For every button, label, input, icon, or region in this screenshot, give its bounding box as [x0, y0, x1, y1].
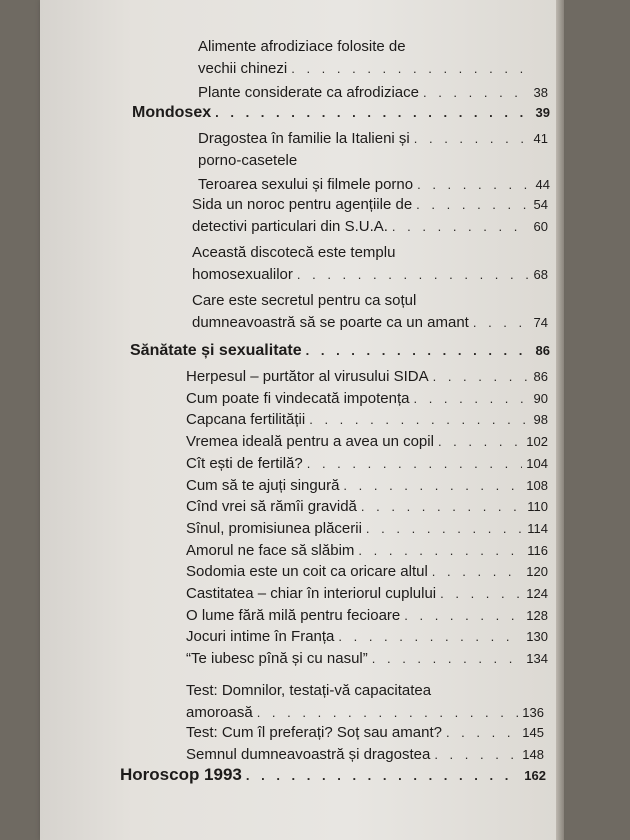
dot-leader	[432, 563, 523, 581]
page-number: 60	[533, 219, 548, 234]
toc-entry	[186, 585, 548, 603]
toc-entry	[186, 704, 544, 722]
entry-title: Vremea ideală pentru a avea un copil	[186, 433, 434, 450]
toc-entry	[192, 196, 548, 214]
toc-section	[120, 766, 546, 785]
page-number: 98	[533, 412, 548, 427]
page-number: 44	[535, 177, 550, 192]
page-number: 86	[535, 343, 550, 358]
toc-entry	[198, 152, 498, 170]
entry-title: vechii chinezi	[198, 60, 288, 77]
dot-leader	[446, 724, 518, 742]
dot-leader	[433, 368, 530, 386]
dot-leader	[438, 433, 522, 451]
toc-entry	[192, 266, 548, 284]
toc-entry	[186, 455, 548, 473]
dot-leader	[291, 60, 534, 78]
toc-entry	[186, 368, 548, 386]
toc-entry	[198, 38, 528, 56]
dot-leader	[343, 477, 522, 495]
page-number: 120	[526, 564, 548, 579]
entry-title: amoroasă	[186, 704, 253, 721]
entry-title: Sînul, promisiunea plăcerii	[186, 520, 362, 537]
entry-title: detectivi particulari din S.U.A.	[192, 218, 388, 235]
page-number: 74	[533, 315, 548, 330]
page-number: 68	[533, 267, 548, 282]
entry-title: Alimente afrodiziace folosite de	[198, 38, 406, 55]
dot-leader	[257, 704, 519, 722]
toc-entry	[186, 724, 544, 742]
toc-entry	[198, 176, 550, 194]
page-number: 114	[527, 521, 548, 536]
toc-entry	[186, 542, 548, 560]
entry-title: dumneavoastră să se poarte ca un amant	[192, 314, 469, 331]
toc-entry	[186, 607, 548, 625]
entry-title: O lume fără milă pentru fecioare	[186, 607, 401, 624]
page-number: 134	[526, 651, 548, 666]
toc-entry	[192, 314, 548, 332]
dot-leader	[392, 218, 530, 236]
dot-leader	[417, 176, 531, 194]
entry-title: Test: Domnilor, testați-vă capacitatea	[186, 682, 432, 699]
dot-leader	[246, 767, 520, 785]
entry-title: Dragostea în familie la Italieni și	[198, 130, 410, 147]
toc-entry	[186, 477, 548, 495]
entry-title: Cînd vrei să rămîi gravidă	[186, 498, 357, 515]
page-number: 136	[522, 705, 544, 720]
section-title: Sănătate și sexualitate	[130, 342, 302, 359]
toc-entry	[186, 563, 548, 581]
page-number: 104	[526, 456, 548, 471]
dot-leader	[434, 746, 518, 764]
page-number: 41	[533, 131, 548, 146]
page-number: 86	[533, 369, 548, 384]
dot-leader	[404, 607, 522, 625]
dot-leader	[338, 628, 522, 646]
dot-leader	[473, 314, 530, 332]
page-number: 90	[533, 391, 548, 406]
section-title: Horoscop 1993	[120, 765, 242, 784]
toc-entry	[186, 628, 548, 646]
page-number: 108	[526, 478, 548, 493]
entry-title: Care este secretul pentru ca soțul	[192, 292, 417, 309]
page-number: 38	[533, 85, 548, 100]
page-number: 148	[522, 747, 544, 762]
page-number: 39	[535, 105, 550, 120]
toc-entry	[198, 84, 548, 102]
entry-title: “Te iubesc pînă și cu nasul”	[186, 650, 368, 667]
toc-entry	[186, 650, 548, 668]
entry-title: Semnul dumneavoastră și dragostea	[186, 746, 431, 763]
entry-title: Sida un noroc pentru agențiile de	[192, 196, 413, 213]
entry-title: Această discotecă este templu	[192, 244, 396, 261]
table-of-contents	[40, 0, 556, 840]
dot-leader	[414, 130, 530, 148]
toc-entry	[192, 292, 532, 310]
entry-title: Jocuri intime în Franța	[186, 628, 335, 645]
toc-entry	[186, 498, 548, 516]
toc-entry	[192, 218, 548, 236]
page-number: 102	[526, 434, 548, 449]
dot-leader	[307, 455, 523, 473]
toc-entry	[192, 244, 492, 262]
entry-title: Capcana fertilității	[186, 411, 306, 428]
page-number: 116	[527, 543, 548, 558]
entry-title: Plante considerate ca afrodiziace	[198, 84, 419, 101]
entry-title: Sodomia este un coit ca oricare altul	[186, 563, 428, 580]
dot-leader	[416, 196, 529, 214]
entry-title: Herpesul – purtător al virusului SIDA	[186, 368, 429, 385]
toc-entry	[186, 411, 548, 429]
section-title: Mondosex	[132, 104, 212, 121]
toc-entry	[186, 682, 526, 700]
toc-entry	[186, 746, 544, 764]
entry-title: Teroarea sexului și filmele porno	[198, 176, 414, 193]
dot-leader	[215, 104, 531, 122]
dot-leader	[366, 520, 523, 538]
dot-leader	[413, 390, 529, 408]
dot-leader	[372, 650, 523, 668]
dot-leader	[423, 84, 530, 102]
entry-title: Cum poate fi vindecată impotența	[186, 390, 410, 407]
entry-title: Test: Cum îl preferați? Soț sau amant?	[186, 724, 442, 741]
entry-title: Cum să te ajuți singură	[186, 477, 340, 494]
page-edge	[556, 0, 564, 840]
dot-leader	[309, 411, 529, 429]
entry-title: porno-casetele	[198, 152, 298, 169]
toc-entry	[198, 130, 548, 148]
entry-title: Cît ești de fertilă?	[186, 455, 303, 472]
dot-leader	[297, 266, 530, 284]
dot-leader	[440, 585, 522, 603]
page-number: 54	[533, 197, 548, 212]
dot-leader	[306, 342, 532, 360]
page-number: 145	[522, 725, 544, 740]
entry-title: Castitatea – chiar în interiorul cuplului	[186, 585, 437, 602]
dot-leader	[358, 542, 523, 560]
toc-entry	[186, 390, 548, 408]
entry-title: Amorul ne face să slăbim	[186, 542, 355, 559]
page-number: 130	[526, 629, 548, 644]
toc-entry	[186, 520, 548, 538]
page-number: 162	[524, 768, 546, 783]
page-number: 110	[527, 499, 548, 514]
toc-section	[130, 342, 550, 360]
toc-entry	[198, 60, 538, 78]
book-page	[40, 0, 556, 840]
toc-entry	[186, 433, 548, 451]
page-number: 124	[526, 586, 548, 601]
dot-leader	[361, 498, 523, 516]
page-number: 128	[526, 608, 548, 623]
toc-section	[132, 104, 550, 122]
entry-title: homosexualilor	[192, 266, 293, 283]
